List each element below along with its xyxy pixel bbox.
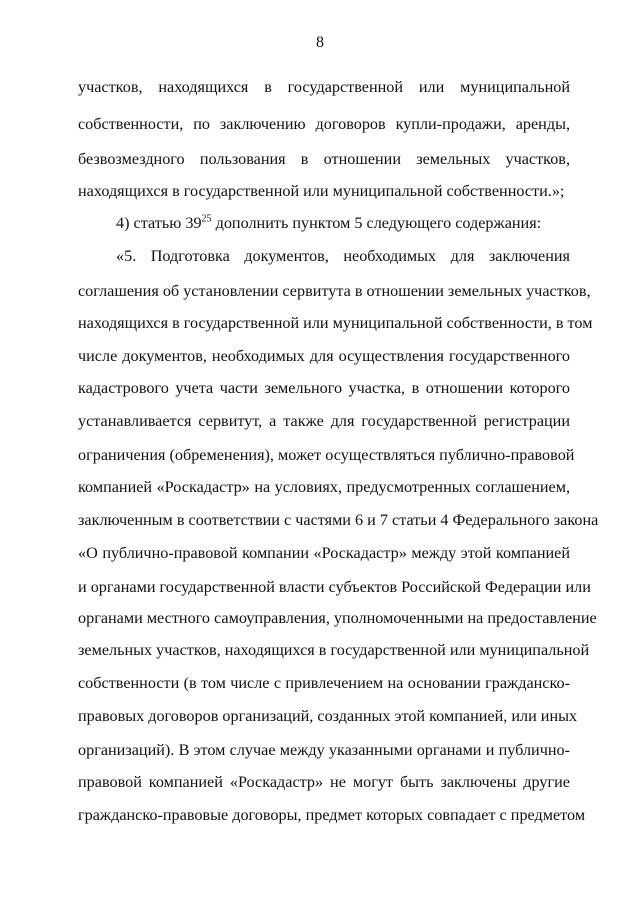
text-line: собственности, по заключению договоров купли-продажи, аренды, [78, 115, 570, 133]
text-line: кадастрового учета части земельного участка, в отношении которого [78, 379, 570, 397]
text-line: заключенным в соответствии с частями 6 и 7 статьи 4 Федерального закона [78, 511, 599, 529]
text-line: земельных участков, находящихся в государственной или муниципальной [78, 641, 590, 659]
text-line: правовых договоров организаций, созданных этой компанией, или иных [78, 707, 578, 725]
list-item-4 [116, 213, 570, 233]
item4-text-after: дополнить пунктом 5 следующего содержания: [211, 214, 542, 232]
text-line: находящихся в государственной или муниципальной собственности.»; [78, 182, 565, 200]
text-line: организаций). В этом случае между указанными органами и публично- [78, 741, 570, 759]
text-line: компанией «Роскадастр» на условиях, предусмотренных соглашением, [78, 478, 570, 496]
text-line: и органами государственной власти субъектов Российской Федерации или [78, 578, 591, 596]
text-line: собственности (в том числе с привлечением на основании гражданско- [78, 674, 570, 692]
item4-superscript: 25 [201, 213, 212, 225]
text-line: гражданско-правовые договоры, предмет которых совпадает с предметом [78, 806, 586, 824]
text-line: устанавливается сервитут, а также для государственной регистрации [78, 412, 570, 430]
item4-text-before: 4) статью 39 [116, 214, 202, 232]
text-line: правовой компанией «Роскадастр» не могут быть заключены другие [78, 773, 570, 791]
text-line: безвозмездного пользования в отношении земельных участков, [78, 150, 570, 168]
text-line: находящихся в государственной или муниципальной собственности, в том [78, 314, 593, 332]
text-line: «О публично-правовой компании «Роскадастр» между этой компанией [78, 544, 570, 562]
text-line: органами местного самоуправления, уполномоченными на предоставление [78, 609, 597, 627]
text-line: ограничения (обременения), может осуществляться публично-правовой [78, 446, 575, 464]
text-line: «5. Подготовка документов, необходимых для заключения [116, 247, 570, 265]
text-line: соглашения об установлении сервитута в отношении земельных участков, [78, 282, 591, 300]
page-number: 8 [316, 34, 324, 51]
text-line: участков, находящихся в государственной или муниципальной [78, 78, 570, 96]
text-line: числе документов, необходимых для осуществления государственного [78, 347, 570, 365]
